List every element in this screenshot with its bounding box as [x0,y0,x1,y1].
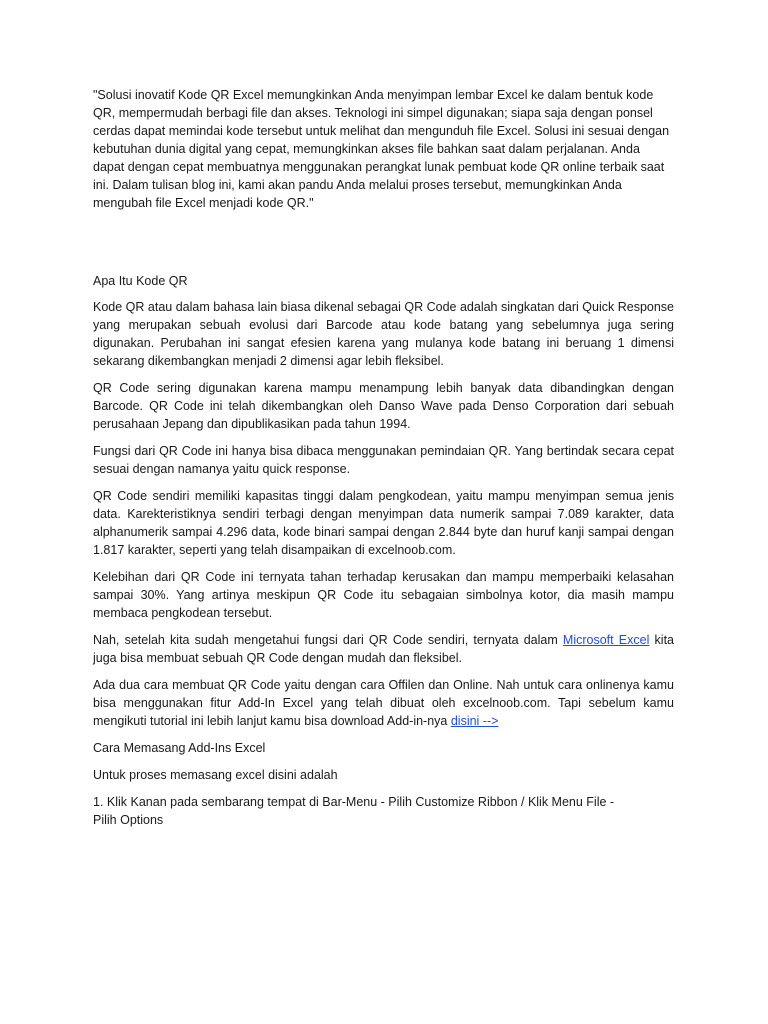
paragraph-function: Fungsi dari QR Code ini hanya bisa dibaca menggunakan pemindaian QR. Yang bertindak secara cepat sesuai dengan namanya yaitu quick response. [93,444,674,476]
paragraph-excel-intro [93,631,674,667]
paragraph-definition: Kode QR atau dalam bahasa lain biasa dikenal sebagai QR Code adalah singkatan dari Quick Response yang merupakan sebuah evolusi dari Barcode atau kode batang yang sebelumnya juga sering digunakan. Perubahan ini sangat efesien karena yang mulanya kode batang ini beruang 1 dimensi sekarang dikembangkan menjadi 2 dimensi agar lebih fleksibel. [93,300,674,368]
document-page [93,86,674,838]
section-heading-apa-itu-kode-qr: Apa Itu Kode QR [93,274,188,288]
step-1-line-2: Pilih Options [93,813,164,827]
paragraph-online-method-text: Ada dua cara membuat QR Code yaitu dengan cara Offilen dan Online. Nah untuk cara onlinenya kamu bisa menggunakan fitur Add-In Excel yang telah dibuat oleh excelnoob.com. Tapi sebelum kamu mengikuti tutorial ini lebih lanjut kamu bisa download Add-in-nya [93,678,674,728]
paragraph-advantages: Kelebihan dari QR Code ini ternyata tahan terhadap kerusakan dan mampu memperbaiki kelasahan sampai 30%. Yang artinya meskipun QR Code itu sebagaian simbolnya kotor, dia masih mampu membaca pengkodean tersebut. [93,570,674,620]
paragraph-online-method [93,676,674,730]
step-1 [93,793,674,829]
paragraph-install-process: Untuk proses memasang excel disini adalah [93,768,338,782]
step-1-line-1: 1. Klik Kanan pada sembarang tempat di Bar-Menu - Pilih Customize Ribbon / Klik Menu File - [93,795,615,809]
paragraph-capacity-history: QR Code sering digunakan karena mampu menampung lebih banyak data dibandingkan dengan Barcode. QR Code ini telah dikembangkan oleh Danso Wave pada Denso Corporation dari sebuah perusahaan Jepang dan dipublikasikan pada tahun 1994. [93,381,674,431]
microsoft-excel-link[interactable]: Microsoft Excel [562,633,650,647]
paragraph-excel-intro-text-after: kita juga bisa membuat sebuah QR Code dengan mudah dan fleksibel. [93,633,674,665]
section-heading-cara-memasang: Cara Memasang Add-Ins Excel [93,741,266,755]
download-addin-link[interactable]: disini --> [450,714,499,728]
intro-paragraph: "Solusi inovatif Kode QR Excel memungkinkan Anda menyimpan lembar Excel ke dalam bentuk kode QR, mempermudah berbagi file dan akses. Teknologi ini simpel digunakan; siapa saja dengan ponsel cerdas dapat memindai kode tersebut untuk melihat dan mengunduh file Excel. Solusi ini sesuai dengan kebutuhan dunia digital yang cepat, memungkinkan akses file bahkan saat dalam perjalanan. Anda dapat dengan cepat membuatnya menggunakan perangkat lunak pembuat kode QR online terbaik saat ini. Dalam tulisan blog ini, kami akan pandu Anda melalui proses tersebut, memungkinkan Anda mengubah file Excel menjadi kode QR." [93,88,670,210]
paragraph-characteristics: QR Code sendiri memiliki kapasitas tinggi dalam pengkodean, yaitu mampu menyimpan semua jenis data. Karekteristiknya sendiri terbagi dengan menyimpan data numerik sampai 7.089 karakter, data alphanumerik sampai 4.296 data, kode binari sampai dengan 2.844 byte dan huruf kanji sampai dengan 1.817 karakter, seperti yang telah disampaikan di excelnoob.com. [93,489,674,557]
paragraph-excel-intro-text-before: Nah, setelah kita sudah mengetahui fungsi dari QR Code sendiri, ternyata dalam [93,633,563,647]
